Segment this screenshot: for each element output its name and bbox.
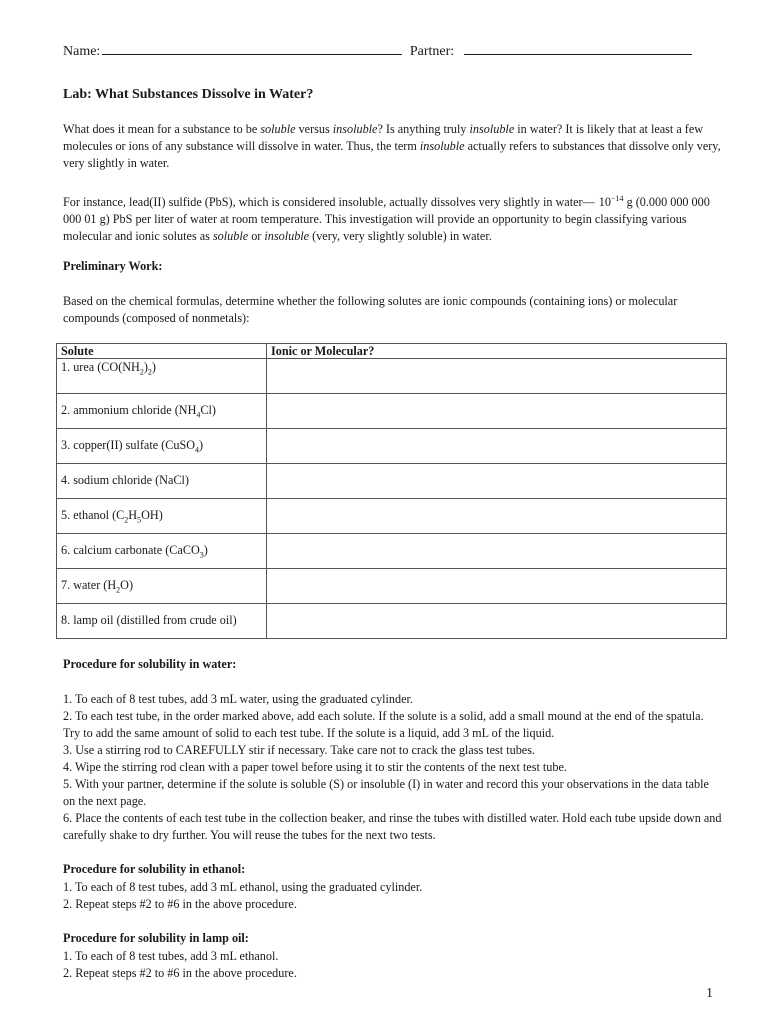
name-label: Name: bbox=[63, 44, 101, 59]
solute-cell: 1. urea $(CO(NH_2)_2)$ bbox=[57, 359, 267, 394]
ionic-molecular-answer-cell[interactable] bbox=[267, 429, 727, 464]
table-row bbox=[57, 429, 727, 464]
solute-cell: 5. ethanol $(C_2H_5OH)$ bbox=[57, 499, 267, 534]
name-field-row bbox=[63, 44, 692, 60]
list-item: 4. Wipe the stirring rod clean with a paper towel before using it to stir the contents of the next test tube. bbox=[63, 760, 567, 774]
header-ionic-molecular: Ionic or Molecular? bbox=[267, 344, 727, 359]
partner-label: Partner: bbox=[409, 44, 455, 59]
preliminary-text: Based on the chemical formulas, determine whether the following solutes are ionic compounds (containing ions) or molecular compounds (composed of nonmetals): bbox=[63, 294, 678, 325]
list-item: 2. Repeat steps #2 to #6 in the above procedure. bbox=[63, 897, 297, 911]
header-solute: Solute bbox=[57, 344, 267, 359]
table-row bbox=[57, 394, 727, 429]
solute-cell: 2. ammonium chloride $(NH_4Cl)$ bbox=[57, 394, 267, 429]
table-row bbox=[57, 359, 727, 394]
partner-blank[interactable] bbox=[464, 54, 692, 55]
solute-cell: 3. copper(II) sulfate (CuSO$_4$) bbox=[57, 429, 267, 464]
table-row bbox=[57, 604, 727, 639]
intro-paragraph-2: For instance, lead(II) sulfide (PbS), which is considered insoluble, actually dissolves very slightly in water— $10^{-14}$ g (0.000 000 000 000 01 g) PbS per liter of water at room temperature. This investigation will provide an opportunity to begin classifying various molecular and ionic solutes as soluble or insoluble (very, very slightly soluble) in water. bbox=[63, 194, 710, 244]
list-item: 2. Repeat steps #2 to #6 in the above procedure. bbox=[63, 966, 297, 980]
table-row bbox=[57, 569, 727, 604]
list-item: 1. To each of 8 test tubes, add 3 mL ethanol. bbox=[63, 949, 279, 963]
procedure-water-heading: Procedure for solubility in water: bbox=[63, 657, 237, 671]
ionic-molecular-answer-cell[interactable] bbox=[267, 534, 727, 569]
table-row bbox=[57, 534, 727, 569]
preliminary-heading: Preliminary Work: bbox=[63, 259, 163, 273]
procedure-lamp-oil-heading: Procedure for solubility in lamp oil: bbox=[63, 931, 249, 945]
procedure-lamp-oil-steps bbox=[63, 948, 723, 982]
solute-table bbox=[56, 343, 727, 639]
procedure-ethanol-heading: Procedure for solubility in ethanol: bbox=[63, 862, 246, 876]
name-blank[interactable] bbox=[102, 54, 402, 55]
ionic-molecular-answer-cell[interactable] bbox=[267, 569, 727, 604]
solute-cell: 7. water $(H_2O)$ bbox=[57, 569, 267, 604]
ionic-molecular-answer-cell[interactable] bbox=[267, 464, 727, 499]
page-number: 1 bbox=[706, 986, 713, 1001]
list-item: 6. Place the contents of each test tube in the collection beaker, and rinse the tubes with distilled water. Hold each tube upside down and carefully shake to dry further. You will reuse the tubes for the next two tests. bbox=[63, 811, 722, 842]
page-title: Lab: What Substances Dissolve in Water? bbox=[63, 87, 314, 102]
list-item: 1. To each of 8 test tubes, add 3 mL water, using the graduated cylinder. bbox=[63, 692, 413, 706]
list-item: 5. With your partner, determine if the solute is soluble (S) or insoluble (I) in water and record this your observations in the data table on the next page. bbox=[63, 777, 709, 808]
list-item: 1. To each of 8 test tubes, add 3 mL ethanol, using the graduated cylinder. bbox=[63, 880, 423, 894]
ionic-molecular-answer-cell[interactable] bbox=[267, 604, 727, 639]
solute-cell: 6. calcium carbonate (CaCO$_3$) bbox=[57, 534, 267, 569]
intro-paragraph-1: What does it mean for a substance to be soluble versus insoluble? Is anything truly insoluble in water? It is likely that at least a few molecules or ions of any substance will dissolve in water. Thus, the term insoluble actually refers to substances that dissolve only very, very slightly in water. bbox=[63, 122, 721, 170]
ionic-molecular-answer-cell[interactable] bbox=[267, 394, 727, 429]
procedure-ethanol-steps bbox=[63, 879, 723, 913]
table-header-row bbox=[57, 344, 727, 359]
procedure-water-steps bbox=[63, 691, 723, 844]
solute-cell: 4. sodium chloride (NaCl) bbox=[57, 464, 267, 499]
ionic-molecular-answer-cell[interactable] bbox=[267, 499, 727, 534]
list-item: 2. To each test tube, in the order marked above, add each solute. If the solute is a solid, add a small mound at the end of the spatula. Try to add the same amount of solid to each test tube. If the solute is a liquid, add 3 mL of the liquid. bbox=[63, 709, 704, 740]
table-row bbox=[57, 499, 727, 534]
table-row bbox=[57, 464, 727, 499]
ionic-molecular-answer-cell[interactable] bbox=[267, 359, 727, 394]
solute-cell: 8. lamp oil (distilled from crude oil) bbox=[57, 604, 267, 639]
list-item: 3. Use a stirring rod to CAREFULLY stir if necessary. Take care not to crack the glass test tubes. bbox=[63, 743, 535, 757]
